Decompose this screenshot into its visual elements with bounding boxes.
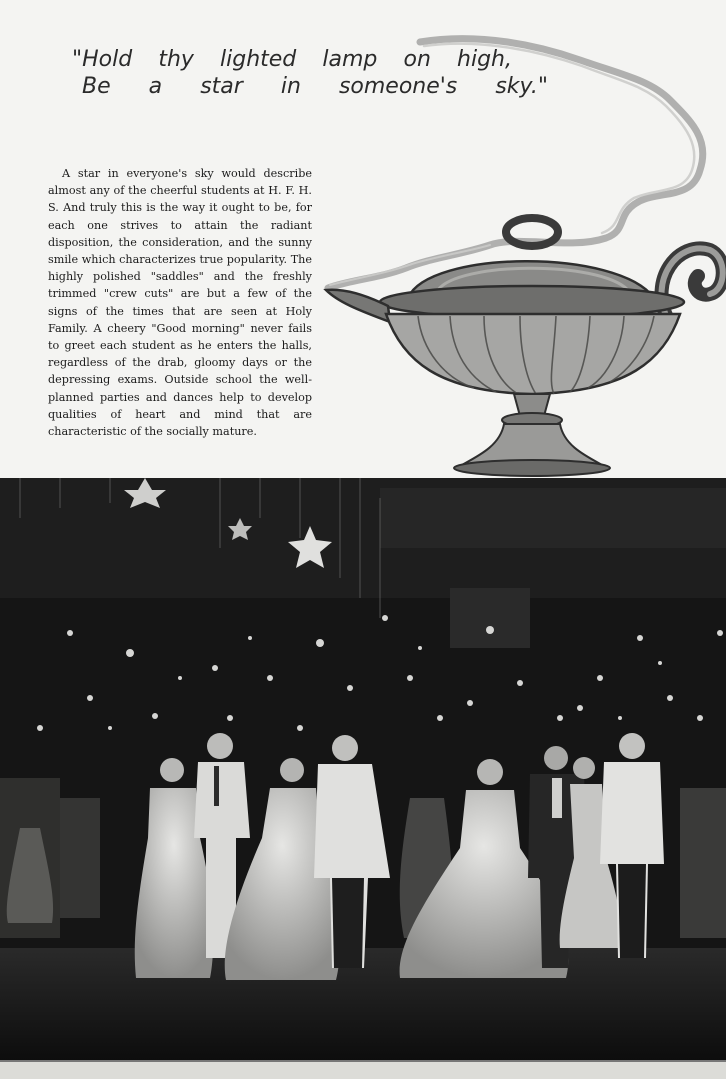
quote-word: a: [148, 74, 163, 99]
quote-word: sky.": [495, 74, 548, 99]
quote-word: thy: [158, 47, 194, 72]
quote-word: star: [200, 74, 243, 99]
page-bottom-edge: [0, 1060, 726, 1079]
quote-word: someone's: [338, 74, 458, 99]
quote-word: high,: [457, 47, 512, 72]
quote-word: "Hold: [72, 47, 133, 72]
quote-word: in: [280, 74, 301, 99]
oil-lamp-illustration: [318, 210, 726, 480]
dance-photograph: [0, 478, 726, 1060]
quote-word: Be: [82, 74, 111, 99]
quote-word: on: [403, 47, 431, 72]
quote-word: lighted: [220, 47, 297, 72]
body-paragraph: A star in everyone's sky would describe almost any of the cheerful students at H. F. H. S. And truly this is the way it ought to be, for each one strives to attain the radiant disposition, the consideration, and the sunny smile which characterizes true popularity. The highly polished "saddles" and the freshly trimmed "crew cuts" are but a few of the signs of the times that are seen at Holy Family. A cheery "Good morning" never fails to greet each student as he enters the halls, regardless of the drab, gloomy days or the depressing exams. Outside school the well-planned parties and dances help to develop qualities of heart and mind that are characteristic of the socially mature.: [48, 167, 312, 439]
photo-scene: [0, 478, 726, 1060]
body-text: [48, 165, 312, 440]
quote-word: lamp: [322, 47, 378, 72]
